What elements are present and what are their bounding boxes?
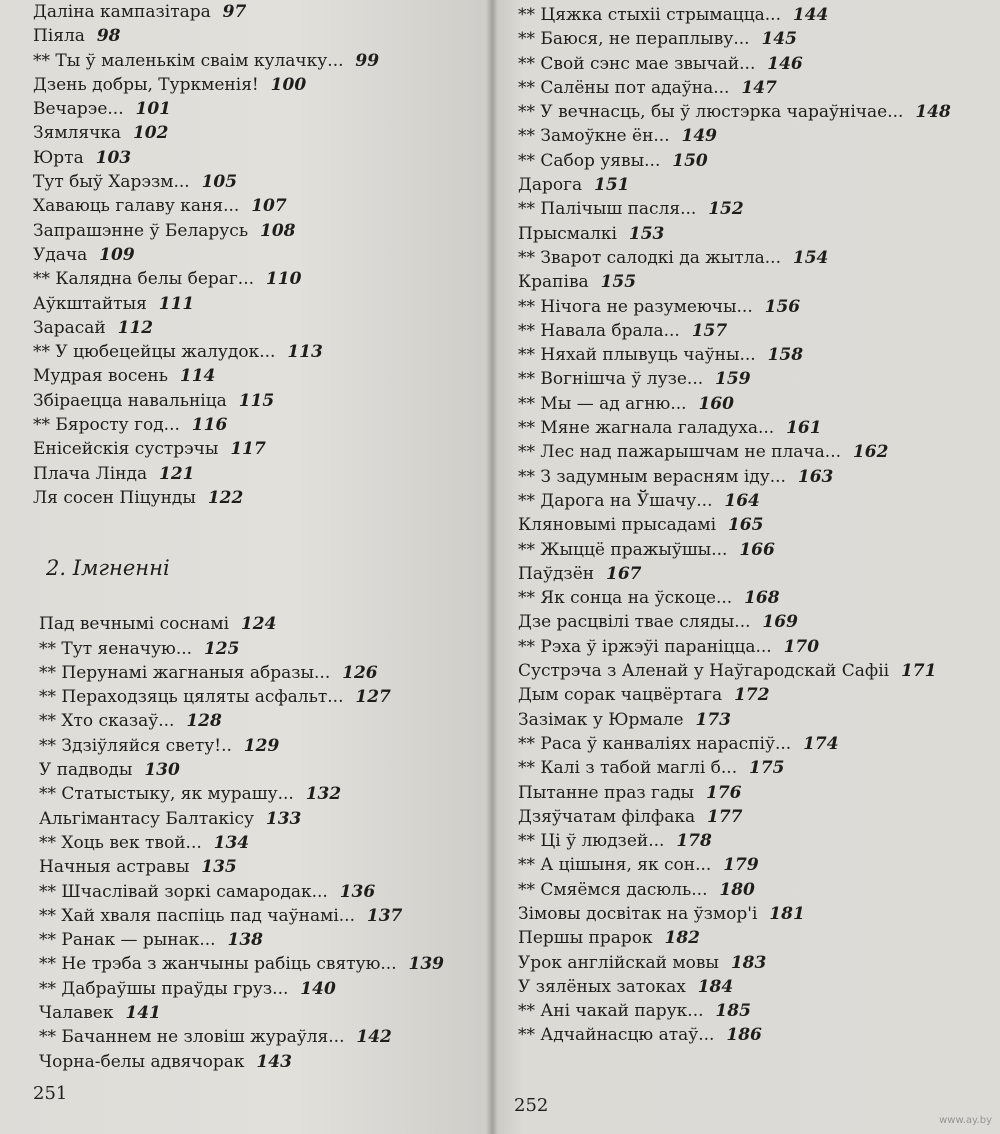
toc-entry-page: 164: [724, 490, 760, 511]
toc-entry: [33, 316, 492, 340]
toc-entry-page: 175: [749, 758, 785, 779]
toc-entry-title: ** Цяжка стыхіі стрымацца...: [518, 5, 781, 25]
toc-entry-title: ** Бачаннем не зловіш жураўля...: [39, 1027, 345, 1048]
toc-entry-page: 100: [270, 74, 307, 95]
toc-entry: [33, 49, 492, 73]
toc-entry: [518, 465, 1000, 489]
toc-entry: [33, 389, 492, 413]
toc-entry: [33, 97, 492, 121]
toc-entry-title: Хаваюць галаву каня...: [33, 196, 240, 217]
toc-entry-page: 125: [203, 638, 240, 659]
toc-entry-title: ** Няхай плывуць чаўны...: [518, 345, 756, 366]
toc-entry-page: 135: [201, 857, 237, 878]
toc-entry-title: ** Шчаслівай зоркі самародак...: [39, 881, 328, 902]
toc-entry: [33, 486, 492, 510]
toc-entry-page: 166: [739, 539, 775, 560]
toc-entry-page: 103: [95, 147, 132, 168]
toc-entry: [518, 999, 1000, 1023]
toc-entry: [518, 756, 1000, 780]
toc-entry-title: ** Дабраўшы праўды груз...: [39, 978, 289, 999]
toc-entry-title: Юрта: [33, 147, 84, 168]
toc-entry: [518, 610, 1000, 634]
toc-entry-page: 154: [792, 247, 829, 268]
toc-entry-page: 149: [681, 126, 718, 147]
toc-entry: [518, 246, 1000, 270]
toc-entry-title: ** Навала брала...: [518, 320, 680, 341]
toc-entry-title: Паўдзён: [518, 563, 595, 584]
toc-entry-page: 107: [251, 196, 287, 217]
toc-entry: [39, 782, 492, 806]
toc-entry-page: 158: [767, 345, 804, 366]
toc-entry-title: Зямлячка: [33, 123, 122, 144]
toc-entry: [33, 73, 492, 97]
toc-entry-title: ** Мы — ад агню...: [518, 393, 687, 414]
toc-entry: [518, 416, 1000, 440]
toc-list-right: [492, 0, 1000, 1048]
toc-entry: [39, 709, 492, 733]
toc-entry-page: 179: [723, 855, 759, 876]
toc-entry-title: ** Баюся, не пераплыву...: [518, 29, 750, 50]
toc-entry: [518, 319, 1000, 343]
toc-entry-title: ** Нічога не разумеючы...: [518, 296, 753, 317]
toc-entry: [39, 880, 492, 904]
toc-entry-page: 165: [727, 515, 764, 536]
toc-entry: [518, 440, 1000, 464]
toc-entry: [518, 270, 1000, 294]
toc-entry-title: ** З задумным верасням іду...: [518, 466, 786, 487]
toc-entry-page: 129: [243, 735, 280, 756]
toc-entry-page: 136: [339, 881, 376, 902]
toc-entry: [39, 1025, 492, 1049]
toc-entry: [33, 462, 492, 486]
toc-entry-title: ** Адчайнасцю атаў...: [518, 1025, 715, 1046]
toc-entry: [518, 76, 1000, 100]
toc-entry-page: 144: [792, 5, 829, 25]
toc-entry-title: Дарога: [518, 175, 583, 196]
toc-entry-title: ** Вогнішча ў лузе...: [518, 369, 704, 390]
toc-entry-title: Першы прарок: [518, 928, 653, 949]
toc-entry: [518, 149, 1000, 173]
toc-entry-title: Вечарэе...: [33, 99, 124, 120]
toc-entry-title: ** Здзіўляйся свету!..: [39, 735, 232, 756]
toc-entry-page: 169: [762, 612, 798, 633]
toc-entry: [39, 661, 492, 685]
toc-entry-page: 108: [259, 220, 296, 241]
toc-entry-title: Енісейскія сустрэчы: [33, 439, 219, 460]
toc-entry-title: Плача Ліндa: [33, 463, 148, 484]
toc-entry-page: 157: [691, 320, 728, 341]
toc-entry-page: 155: [600, 272, 637, 293]
toc-entry-title: ** Як сонца на ўскоце...: [518, 588, 733, 609]
toc-entry: [518, 489, 1000, 513]
toc-entry: [518, 635, 1000, 659]
toc-entry-page: 150: [672, 150, 708, 171]
toc-entry-title: Даліна кампазітара: [33, 2, 211, 22]
toc-entry-title: ** Рэха ў іржэўі параніцца...: [518, 636, 772, 657]
toc-entry-title: ** Не трэба з жанчыны рабіць святую...: [39, 954, 397, 975]
toc-entry-title: ** Ані чакай парук...: [518, 1001, 704, 1022]
toc-entry-title: Сустрэча з Аленай у Наўгародскай Сафіі: [518, 661, 890, 682]
toc-entry-page: 184: [697, 976, 734, 997]
toc-entry-page: 101: [135, 99, 171, 120]
toc-entry-title: Начныя астравы: [39, 857, 190, 878]
toc-entry-title: ** Жыццё пражыўшы...: [518, 539, 728, 560]
toc-entry: [39, 758, 492, 782]
toc-entry-title: Кляновымі прысадамі: [518, 515, 717, 536]
toc-entry-title: Урок англійскай мовы: [518, 952, 719, 973]
toc-entry-title: ** Ранак — рынак...: [39, 930, 216, 951]
toc-entry-title: Чорна-белы адвячорак: [39, 1051, 245, 1072]
toc-entry: [39, 1001, 492, 1025]
toc-entry-page: 181: [769, 903, 805, 924]
toc-entry-page: 174: [803, 733, 839, 754]
toc-entry-title: Альгімантасу Балтакісу: [39, 808, 254, 829]
toc-entry-title: Дзе расцвілі твае сляды...: [518, 612, 751, 633]
toc-entry: [518, 829, 1000, 853]
toc-entry-page: 109: [99, 244, 135, 265]
toc-entry-page: 148: [915, 102, 951, 123]
toc-entry: [39, 807, 492, 831]
toc-entry-title: ** Тут яеначую...: [39, 638, 193, 659]
toc-entry: [33, 364, 492, 388]
toc-entry: [33, 292, 492, 316]
toc-entry: [33, 24, 492, 48]
toc-entry-title: ** Смяёмся дасюль...: [518, 879, 708, 900]
toc-entry-title: ** Салёны пот адаўна...: [518, 77, 730, 98]
toc-entry-page: 145: [761, 29, 797, 50]
toc-entry-title: ** Ці ў людзей...: [518, 831, 665, 852]
toc-entry-title: Прысмалкі: [518, 223, 617, 244]
toc-entry-page: 105: [201, 172, 238, 193]
toc-entry-title: ** Калі з табой маглі б...: [518, 758, 738, 779]
toc-entry-title: У падводы: [39, 760, 133, 781]
toc-entry-page: 173: [695, 709, 732, 730]
toc-entry-page: 124: [240, 614, 277, 635]
toc-entry-title: ** Хай хваля паспіць пад чаўнамі...: [39, 905, 355, 926]
toc-entry-page: 185: [715, 1001, 751, 1022]
toc-entry: [518, 295, 1000, 319]
section-title: 2. Імгненні: [46, 556, 170, 581]
toc-entry: [33, 340, 492, 364]
toc-entry-title: ** Лес над пажарышчам не плача...: [518, 442, 842, 463]
toc-entry-title: ** У цюбецейцы жалудок...: [33, 342, 276, 363]
toc-entry-title: ** Дарога на Ўшачу...: [518, 490, 713, 511]
toc-entry-title: Мудрая восень: [33, 366, 168, 387]
toc-entry-page: 137: [366, 905, 403, 926]
toc-entry-title: Чалавек: [39, 1002, 114, 1023]
toc-entry-title: Зазімак у Юрмале: [518, 709, 684, 730]
toc-entry: [518, 708, 1000, 732]
toc-entry: [518, 975, 1000, 999]
toc-entry: [518, 124, 1000, 148]
toc-entry: [33, 413, 492, 437]
toc-entry: [518, 878, 1000, 902]
toc-entry: [518, 392, 1000, 416]
toc-entry-title: Аўкштайтыя: [33, 293, 147, 314]
toc-entry-title: ** Хто сказаў...: [39, 711, 175, 732]
toc-entry: [39, 612, 492, 636]
page-number-right: 252: [514, 1095, 549, 1116]
toc-entry-page: 147: [741, 77, 777, 98]
toc-entry: [39, 831, 492, 855]
toc-entry: [518, 222, 1000, 246]
toc-entry-page: 182: [664, 928, 700, 949]
toc-entry-title: Пад вечнымі соснамі: [39, 614, 230, 635]
toc-entry: [518, 902, 1000, 926]
toc-entry: [33, 219, 492, 243]
toc-entry-title: ** Ты ў маленькім сваім кулачку...: [33, 50, 344, 71]
toc-entry-page: 130: [144, 760, 180, 781]
toc-entry: [518, 3, 1000, 27]
toc-entry-title: ** Свой сэнс мае звычай...: [518, 53, 756, 74]
toc-entry-page: 127: [355, 687, 391, 708]
toc-entry: [518, 805, 1000, 829]
toc-entry: [518, 173, 1000, 197]
toc-entry-page: 160: [698, 393, 734, 414]
toc-list-left-section: [0, 612, 492, 1074]
toc-entry-title: Зімовы досвітак на ўзмор'і: [518, 903, 758, 924]
toc-entry-title: ** Статыстыку, як мурашу...: [39, 784, 294, 805]
toc-entry-page: 170: [783, 636, 820, 657]
toc-entry: [39, 904, 492, 928]
toc-entry-title: Дзень добры, Туркменія!: [33, 74, 259, 95]
toc-entry-page: 113: [287, 342, 323, 363]
toc-entry-page: 115: [238, 390, 275, 411]
toc-entry: [518, 926, 1000, 950]
toc-entry-title: Зарасай: [33, 317, 106, 338]
toc-entry: [33, 0, 492, 24]
toc-entry: [518, 732, 1000, 756]
toc-entry-page: 111: [158, 293, 195, 314]
toc-entry-page: 177: [707, 806, 743, 827]
toc-entry-page: 153: [628, 223, 665, 244]
toc-entry-title: ** Хоць век твой...: [39, 832, 202, 853]
toc-entry: [518, 853, 1000, 877]
toc-entry-title: Піяла: [33, 26, 85, 47]
toc-entry-title: Тут быў Харэзм...: [33, 172, 190, 193]
toc-entry: [33, 437, 492, 461]
toc-entry-page: 152: [708, 199, 744, 220]
toc-entry-page: 163: [797, 466, 834, 487]
toc-entry: [33, 267, 492, 291]
toc-entry-page: 159: [715, 369, 751, 390]
toc-entry-title: ** Зварот салодкі да жытла...: [518, 247, 781, 268]
right-page: [492, 0, 1000, 1134]
toc-entry: [39, 928, 492, 952]
toc-entry: [39, 855, 492, 879]
toc-entry-page: 143: [256, 1051, 292, 1072]
watermark: www.ay.by: [939, 1115, 992, 1126]
toc-entry-page: 178: [676, 831, 712, 852]
toc-entry-page: 156: [764, 296, 801, 317]
toc-entry: [33, 194, 492, 218]
toc-entry-page: 140: [300, 978, 336, 999]
toc-entry-page: 186: [726, 1025, 762, 1046]
toc-entry-page: 121: [159, 463, 195, 484]
toc-entry: [33, 170, 492, 194]
toc-entry-page: 122: [207, 487, 244, 508]
toc-entry-page: 116: [191, 415, 228, 436]
toc-entry-title: Ля сосен Піцунды: [33, 487, 196, 508]
toc-entry: [518, 562, 1000, 586]
toc-entry-page: 167: [605, 563, 642, 584]
toc-entry-page: 126: [342, 662, 378, 683]
toc-entry-page: 139: [408, 954, 444, 975]
toc-entry-page: 162: [852, 442, 889, 463]
toc-entry-title: ** Бяросту год...: [33, 415, 180, 436]
toc-entry: [518, 781, 1000, 805]
toc-entry: [39, 734, 492, 758]
toc-entry-page: 138: [227, 930, 263, 951]
toc-entry-title: ** Сабор уявы...: [518, 150, 661, 171]
toc-entry-title: Крапіва: [518, 272, 589, 293]
toc-entry: [518, 951, 1000, 975]
page-number-left: 251: [33, 1083, 68, 1104]
book-gutter: [486, 0, 498, 1134]
toc-entry-page: 176: [705, 782, 742, 803]
toc-entry-title: ** Замоўкне ён...: [518, 126, 670, 147]
toc-entry-page: 134: [213, 832, 250, 853]
toc-entry-page: 141: [125, 1002, 161, 1023]
toc-entry-page: 99: [355, 50, 380, 71]
toc-entry-page: 132: [305, 784, 342, 805]
toc-entry-page: 110: [265, 269, 302, 290]
toc-entry-page: 102: [132, 123, 169, 144]
toc-entry: [33, 146, 492, 170]
toc-entry: [39, 685, 492, 709]
toc-entry-title: Запрашэнне ў Беларусь: [33, 220, 249, 241]
toc-entry: [39, 637, 492, 661]
toc-entry: [518, 100, 1000, 124]
toc-entry-title: ** У вечнасць, бы ў люстэрка чараўнічае...: [518, 102, 904, 123]
toc-entry: [518, 513, 1000, 537]
toc-entry-title: Дым сорак чацвёртага: [518, 685, 723, 706]
toc-entry-title: ** А цішыня, як сон...: [518, 855, 712, 876]
toc-entry-page: 168: [744, 588, 780, 609]
toc-entry-page: 97: [222, 2, 247, 22]
toc-entry: [518, 367, 1000, 391]
toc-entry-page: 161: [786, 418, 822, 439]
toc-entry-title: Удача: [33, 244, 88, 265]
left-page: [0, 0, 492, 1134]
toc-entry-page: 112: [117, 317, 154, 338]
toc-entry-page: 180: [719, 879, 755, 900]
toc-entry-title: ** Раса ў канваліях нараспіў...: [518, 733, 792, 754]
toc-entry-page: 98: [96, 26, 121, 47]
toc-entry-title: Збіраецца навальніца: [33, 390, 227, 411]
toc-entry-title: ** Мяне жагнала галадуха...: [518, 418, 775, 439]
toc-entry-title: ** Перунамі жагнаныя абразы...: [39, 662, 331, 683]
toc-entry-page: 142: [356, 1027, 392, 1048]
toc-entry: [33, 243, 492, 267]
toc-entry-page: 172: [734, 685, 770, 706]
toc-entry: [518, 538, 1000, 562]
toc-entry-page: 183: [730, 952, 767, 973]
toc-entry-page: 146: [767, 53, 803, 74]
toc-entry-page: 133: [265, 808, 302, 829]
toc-entry-title: ** Пераходзяць цяляты асфальт...: [39, 687, 344, 708]
toc-entry: [518, 52, 1000, 76]
toc-entry-title: У зялёных затоках: [518, 976, 686, 997]
toc-list-left-top: [0, 0, 492, 510]
toc-entry-page: 117: [230, 439, 266, 460]
toc-entry-title: Дзяўчатам філфака: [518, 806, 696, 827]
toc-entry-title: Пытанне праз гады: [518, 782, 695, 803]
toc-entry: [518, 659, 1000, 683]
toc-entry: [518, 683, 1000, 707]
toc-entry-page: 171: [900, 661, 937, 682]
toc-entry-title: ** Калядна белы бераг...: [33, 269, 255, 290]
toc-entry: [518, 343, 1000, 367]
toc-entry: [39, 952, 492, 976]
toc-entry: [518, 586, 1000, 610]
toc-entry-title: ** Палічыш пасля...: [518, 199, 697, 220]
toc-entry: [39, 1050, 492, 1074]
toc-entry-page: 114: [179, 366, 216, 387]
toc-entry: [39, 977, 492, 1001]
toc-entry: [33, 121, 492, 145]
toc-entry: [518, 197, 1000, 221]
toc-entry-page: 151: [594, 175, 630, 196]
toc-entry-page: 128: [186, 711, 222, 732]
toc-entry: [518, 1023, 1000, 1047]
toc-entry: [518, 27, 1000, 51]
